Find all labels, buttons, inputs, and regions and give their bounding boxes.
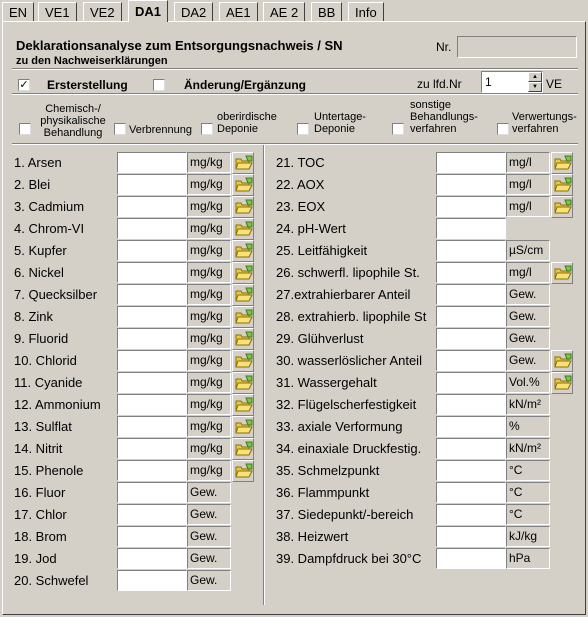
open-folder-icon-glyph	[235, 353, 253, 370]
treatment-untertage-checkbox[interactable]	[297, 123, 309, 135]
right-param-label: 33. axiale Verformung	[276, 419, 403, 434]
right-param-row	[276, 262, 586, 284]
open-folder-icon[interactable]	[232, 460, 254, 482]
open-folder-icon[interactable]	[232, 394, 254, 416]
right-param-row	[276, 482, 586, 504]
left-param-value-input[interactable]	[117, 218, 187, 239]
right-param-unit: kN/m²	[506, 394, 550, 415]
right-param-label: 34. einaxiale Druckfestig.	[276, 441, 422, 456]
aenderung-checkbox[interactable]	[153, 79, 165, 91]
right-param-value-input[interactable]	[436, 174, 506, 195]
right-param-unit: mg/l	[506, 174, 550, 195]
open-folder-icon-glyph	[235, 419, 253, 436]
left-param-unit: mg/kg	[187, 350, 231, 371]
treatment-verwertung-checkbox[interactable]	[497, 123, 509, 135]
right-param-label: 23. EOX	[276, 199, 326, 214]
right-param-unit: mg/l	[506, 262, 550, 283]
left-param-unit: Gew.	[187, 526, 231, 547]
right-param-row	[276, 394, 586, 416]
tab-bb[interactable]: BB	[311, 2, 342, 22]
open-folder-icon-glyph	[235, 221, 253, 238]
open-folder-icon-glyph	[235, 199, 253, 216]
open-folder-icon[interactable]	[232, 350, 254, 372]
left-param-value-input[interactable]	[117, 350, 187, 371]
left-param-label: 19. Jod	[14, 551, 57, 566]
left-param-label: 1. Arsen	[14, 155, 62, 170]
tab-en[interactable]: EN	[2, 2, 34, 22]
right-param-label: 24. pH-Wert	[276, 221, 346, 236]
form-title: Deklarationsanalyse zum Entsorgungsnachweis / SN	[16, 38, 343, 53]
right-param-unit: mg/l	[506, 196, 550, 217]
right-param-label: 29. Glühverlust	[276, 331, 364, 346]
open-folder-icon-glyph	[235, 331, 253, 348]
left-param-label: 17. Chlor	[14, 507, 67, 522]
right-param-row	[276, 460, 586, 482]
right-param-label: 22. AOX	[276, 177, 325, 192]
left-param-unit: mg/kg	[187, 262, 231, 283]
tab-ae2[interactable]: AE 2	[263, 2, 305, 22]
left-param-unit: mg/kg	[187, 438, 231, 459]
left-param-label: 8. Zink	[14, 309, 54, 324]
nr-label: Nr.	[436, 40, 452, 54]
right-param-label: 26. schwerfl. lipophile St.	[276, 265, 420, 280]
open-folder-icon-glyph	[235, 441, 253, 458]
left-param-label: 14. Nitrit	[14, 441, 63, 456]
right-param-label: 27.extrahierbarer Anteil	[276, 287, 411, 302]
left-param-label: 2. Blei	[14, 177, 51, 192]
left-param-label: 6. Nickel	[14, 265, 64, 280]
open-folder-icon[interactable]	[232, 438, 254, 460]
right-param-label: 36. Flammpunkt	[276, 485, 370, 500]
left-param-label: 12. Ammonium	[14, 397, 101, 412]
left-param-value-input[interactable]	[117, 174, 187, 195]
left-param-value-input[interactable]	[117, 196, 187, 217]
right-param-value-input[interactable]	[436, 306, 506, 327]
open-folder-icon[interactable]	[232, 196, 254, 218]
left-param-unit: mg/kg	[187, 240, 231, 261]
right-param-value-input[interactable]	[436, 350, 506, 371]
left-param-unit: Gew.	[187, 548, 231, 569]
right-param-row	[276, 218, 586, 240]
open-folder-icon-glyph	[235, 309, 253, 326]
left-param-value-input[interactable]	[117, 284, 187, 305]
right-param-label: 25. Leitfähigkeit	[276, 243, 368, 258]
right-param-unit: Vol.%	[506, 372, 550, 393]
tab-da2[interactable]: DA2	[174, 2, 213, 22]
right-param-value-input[interactable]	[436, 394, 506, 415]
left-param-unit: Gew.	[187, 504, 231, 525]
right-param-row	[276, 196, 586, 218]
spin-down-icon[interactable]: ▼	[528, 82, 542, 92]
right-param-label: 39. Dampfdruck bei 30°C	[276, 551, 422, 566]
left-param-label: 4. Chrom-VI	[14, 221, 85, 236]
right-param-unit: kJ/kg	[506, 526, 550, 547]
left-param-label: 20. Schwefel	[14, 573, 89, 588]
left-param-label: 9. Fluorid	[14, 331, 69, 346]
open-folder-icon-glyph	[554, 177, 572, 194]
right-param-row	[276, 372, 586, 394]
right-param-label: 37. Siedepunkt/-bereich	[276, 507, 414, 522]
ve-label: VE	[546, 77, 563, 91]
open-folder-icon[interactable]	[232, 372, 254, 394]
right-param-unit: mg/l	[506, 152, 550, 173]
separator	[12, 143, 578, 145]
left-param-unit: mg/kg	[187, 284, 231, 305]
right-param-value-input[interactable]	[436, 218, 506, 239]
right-param-unit: °C	[506, 482, 550, 503]
nr-field[interactable]	[457, 36, 577, 58]
left-param-unit: mg/kg	[187, 174, 231, 195]
open-folder-icon-glyph	[235, 397, 253, 414]
open-folder-icon[interactable]	[551, 196, 573, 218]
left-param-value-input[interactable]	[117, 328, 187, 349]
left-param-label: 15. Phenole	[14, 463, 84, 478]
left-param-label: 5. Kupfer	[14, 243, 67, 258]
left-param-value-input[interactable]	[117, 240, 187, 261]
left-param-unit: mg/kg	[187, 372, 231, 393]
open-folder-icon[interactable]	[232, 284, 254, 306]
lfd-nr-spinner[interactable]	[481, 71, 543, 93]
right-param-unit: Gew.	[506, 328, 550, 349]
separator	[12, 93, 578, 95]
open-folder-icon-glyph	[235, 463, 253, 480]
right-param-value-input[interactable]	[436, 240, 506, 261]
right-param-label: 32. Flügelscherfestigkeit	[276, 397, 417, 412]
right-param-value-input[interactable]	[436, 284, 506, 305]
left-param-label: 3. Cadmium	[14, 199, 85, 214]
left-param-unit: mg/kg	[187, 218, 231, 239]
treatment-chemisch-label: Chemisch-/ physikalische Behandlung	[40, 103, 106, 139]
tab-ae1[interactable]: AE1	[219, 2, 258, 22]
tab-ve2[interactable]: VE2	[83, 2, 122, 22]
right-param-value-input[interactable]	[436, 526, 506, 547]
right-param-label: 21. TOC	[276, 155, 325, 170]
treatment-untertage-label: Untertage-Deponie	[314, 111, 366, 135]
left-param-unit: Gew.	[187, 570, 231, 591]
treatment-verbrennung-checkbox[interactable]	[114, 123, 126, 135]
ersterstellung-label: Ersterstellung	[47, 78, 128, 92]
tab-strip	[0, 0, 588, 22]
right-param-label: 38. Heizwert	[276, 529, 349, 544]
left-param-label: 18. Brom	[14, 529, 67, 544]
right-param-value-input[interactable]	[436, 372, 506, 393]
open-folder-icon[interactable]	[232, 416, 254, 438]
right-param-unit: Gew.	[506, 306, 550, 327]
right-param-value-input[interactable]	[436, 328, 506, 349]
right-param-value-input[interactable]	[436, 438, 506, 459]
treatment-verwertung-label: Verwertungs-verfahren	[512, 111, 577, 135]
open-folder-icon-glyph	[554, 353, 572, 370]
lfd-nr-value: 1	[485, 75, 492, 89]
open-folder-icon[interactable]	[232, 306, 254, 328]
open-folder-icon-glyph	[554, 375, 572, 392]
right-param-row	[276, 152, 586, 174]
right-param-unit: kN/m²	[506, 438, 550, 459]
open-folder-icon-glyph	[235, 155, 253, 172]
right-param-row	[276, 306, 586, 328]
right-param-unit: °C	[506, 504, 550, 525]
open-folder-icon-glyph	[235, 177, 253, 194]
right-param-row	[276, 284, 586, 306]
open-folder-icon-glyph	[235, 375, 253, 392]
treatment-sonstige-checkbox[interactable]	[392, 123, 404, 135]
left-param-label: 13. Sulflat	[14, 419, 72, 434]
lfd-nr-label: zu lfd.Nr	[417, 77, 462, 91]
left-param-unit: mg/kg	[187, 152, 231, 173]
treatment-oberirdisch-label: oberirdische Deponie	[217, 111, 277, 135]
left-param-label: 10. Chlorid	[14, 353, 77, 368]
left-param-value-input[interactable]	[117, 262, 187, 283]
right-param-unit: Gew.	[506, 284, 550, 305]
tab-info[interactable]: Info	[348, 2, 384, 22]
left-param-value-input[interactable]	[117, 548, 187, 569]
right-param-row	[276, 504, 586, 526]
open-folder-icon[interactable]	[551, 174, 573, 196]
left-param-value-input[interactable]	[117, 526, 187, 547]
open-folder-icon[interactable]	[232, 174, 254, 196]
aenderung-label: Änderung/Ergänzung	[184, 78, 306, 92]
right-param-label: 28. extrahierb. lipophile St	[276, 309, 427, 324]
tab-ve1[interactable]: VE1	[38, 2, 77, 22]
open-folder-icon-glyph	[235, 265, 253, 282]
right-param-value-input[interactable]	[436, 504, 506, 525]
right-param-value-input[interactable]	[436, 416, 506, 437]
right-param-row	[276, 328, 586, 350]
left-param-value-input[interactable]	[117, 394, 187, 415]
open-folder-icon[interactable]	[551, 262, 573, 284]
right-param-label: 30. wasserlöslicher Anteil	[276, 353, 422, 368]
open-folder-icon[interactable]	[232, 218, 254, 240]
separator	[12, 68, 578, 70]
left-param-label: 16. Fluor	[14, 485, 66, 500]
left-param-value-input[interactable]	[117, 372, 187, 393]
open-folder-icon[interactable]	[551, 152, 573, 174]
open-folder-icon[interactable]	[232, 240, 254, 262]
left-param-value-input[interactable]	[117, 416, 187, 437]
right-param-row	[276, 240, 586, 262]
right-param-row	[276, 526, 586, 548]
right-param-row	[276, 174, 586, 196]
right-param-row	[276, 350, 586, 372]
open-folder-icon[interactable]	[232, 262, 254, 284]
right-param-unit: Gew.	[506, 350, 550, 371]
open-folder-icon[interactable]	[232, 152, 254, 174]
right-param-row	[276, 548, 586, 570]
left-param-unit: mg/kg	[187, 460, 231, 481]
left-param-value-input[interactable]	[117, 482, 187, 503]
right-param-value-input[interactable]	[436, 262, 506, 283]
ersterstellung-checkbox[interactable]: ✓	[19, 79, 29, 91]
open-folder-icon[interactable]	[551, 350, 573, 372]
right-param-unit: °C	[506, 460, 550, 481]
spin-up-icon[interactable]: ▲	[528, 72, 542, 82]
treatment-oberirdisch-checkbox[interactable]	[201, 123, 213, 135]
open-folder-icon-glyph	[554, 199, 572, 216]
left-param-value-input[interactable]	[117, 570, 187, 591]
open-folder-icon-glyph	[554, 265, 572, 282]
left-param-unit: mg/kg	[187, 328, 231, 349]
left-param-value-input[interactable]	[117, 504, 187, 525]
treatment-chemisch-checkbox[interactable]	[19, 123, 31, 135]
right-param-row	[276, 416, 586, 438]
open-folder-icon-glyph	[235, 243, 253, 260]
left-param-unit: mg/kg	[187, 416, 231, 437]
left-param-value-input[interactable]	[117, 438, 187, 459]
right-param-unit: µS/cm	[506, 240, 550, 261]
left-param-unit: mg/kg	[187, 306, 231, 327]
tab-da1[interactable]: DA1	[128, 0, 168, 22]
left-param-value-input[interactable]	[117, 306, 187, 327]
treatment-verbrennung-label: Verbrennung	[129, 124, 192, 136]
left-param-value-input[interactable]	[117, 460, 187, 481]
open-folder-icon[interactable]	[232, 328, 254, 350]
treatment-sonstige-label: sonstige Behandlungs-verfahren	[410, 99, 478, 135]
open-folder-icon-glyph	[235, 287, 253, 304]
left-param-label: 7. Quecksilber	[14, 287, 98, 302]
right-param-value-input[interactable]	[436, 482, 506, 503]
right-param-value-input[interactable]	[436, 196, 506, 217]
right-param-value-input[interactable]	[436, 548, 506, 569]
right-param-label: 35. Schmelzpunkt	[276, 463, 380, 478]
right-param-value-input[interactable]	[436, 152, 506, 173]
left-param-label: 11. Cyanide	[14, 375, 83, 390]
right-param-unit: %	[506, 416, 550, 437]
open-folder-icon-glyph	[554, 155, 572, 172]
right-param-row	[276, 438, 586, 460]
form-subtitle: zu den Nachweiserklärungen	[16, 55, 168, 67]
right-param-value-input[interactable]	[436, 460, 506, 481]
open-folder-icon[interactable]	[551, 372, 573, 394]
left-param-value-input[interactable]	[117, 152, 187, 173]
left-param-unit: mg/kg	[187, 394, 231, 415]
right-param-label: 31. Wassergehalt	[276, 375, 377, 390]
left-param-unit: Gew.	[187, 482, 231, 503]
left-param-row	[14, 570, 324, 592]
left-param-unit: mg/kg	[187, 196, 231, 217]
right-param-unit: hPa	[506, 548, 550, 569]
